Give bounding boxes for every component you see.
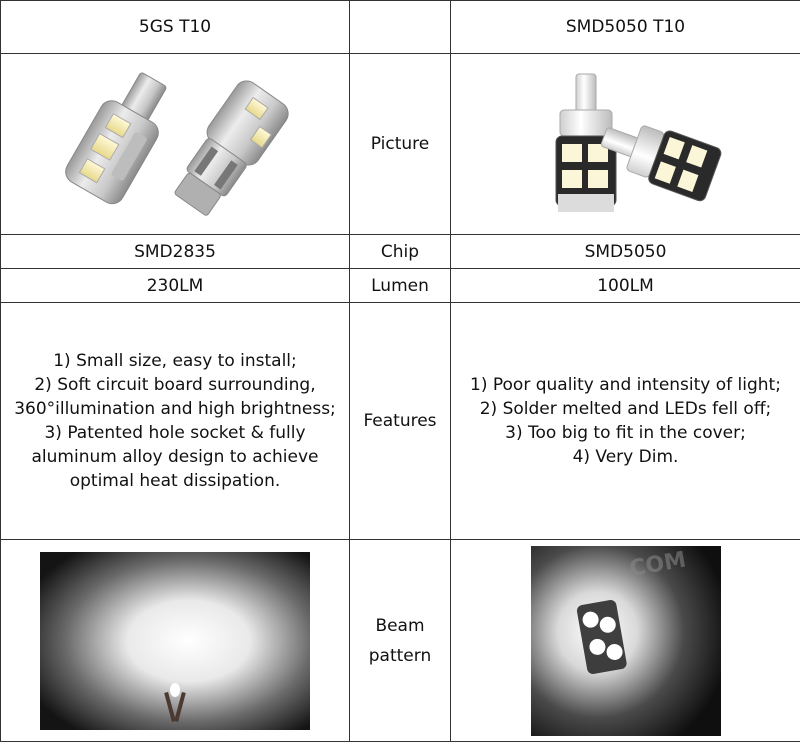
beam-label-line2: pattern bbox=[350, 641, 450, 671]
left-feature-item: 2) Soft circuit board surrounding, 360°illumination and high brightness; bbox=[1, 373, 349, 421]
right-lumen-value: 100LM bbox=[451, 269, 800, 303]
bulb-smd5050-t10-image bbox=[526, 59, 726, 229]
right-feature-item: 2) Solder melted and LEDs fell off; bbox=[451, 397, 800, 421]
left-product-picture bbox=[1, 54, 350, 235]
bulb-5gs-t10-image bbox=[45, 59, 305, 229]
right-feature-item: 3) Too big to fit in the cover; bbox=[451, 421, 800, 445]
picture-row-label: Picture bbox=[350, 54, 451, 235]
right-feature-item: 1) Poor quality and intensity of light; bbox=[451, 373, 800, 397]
features-row bbox=[1, 303, 800, 540]
features-row-label: Features bbox=[350, 303, 451, 540]
right-beam-pattern bbox=[451, 540, 800, 742]
title-row bbox=[1, 1, 800, 54]
left-lumen-value: 230LM bbox=[1, 269, 350, 303]
right-product-picture bbox=[451, 54, 800, 235]
beam-5gs-image bbox=[40, 552, 310, 730]
left-feature-item: 3) Patented hole socket & fully aluminum alloy design to achieve optimal heat dissipation. bbox=[1, 421, 349, 493]
picture-row bbox=[1, 54, 800, 235]
beam-label-line1: Beam bbox=[350, 611, 450, 641]
right-chip-value: SMD5050 bbox=[451, 235, 800, 269]
right-feature-item: 4) Very Dim. bbox=[451, 445, 800, 469]
left-product-title: 5GS T10 bbox=[1, 1, 350, 54]
beam-watermark: COM bbox=[627, 547, 687, 581]
right-product-title: SMD5050 T10 bbox=[451, 1, 800, 54]
chip-row-label: Chip bbox=[350, 235, 451, 269]
left-feature-item: 1) Small size, easy to install; bbox=[1, 349, 349, 373]
left-beam-pattern bbox=[1, 540, 350, 742]
left-features-list bbox=[1, 303, 350, 540]
beam-row-label bbox=[350, 540, 451, 742]
title-spacer bbox=[350, 1, 451, 54]
chip-row bbox=[1, 235, 800, 269]
beam-row bbox=[1, 540, 800, 742]
beam-smd5050-image bbox=[531, 546, 721, 736]
lumen-row bbox=[1, 269, 800, 303]
lumen-row-label: Lumen bbox=[350, 269, 451, 303]
left-chip-value: SMD2835 bbox=[1, 235, 350, 269]
right-features-list bbox=[451, 303, 800, 540]
